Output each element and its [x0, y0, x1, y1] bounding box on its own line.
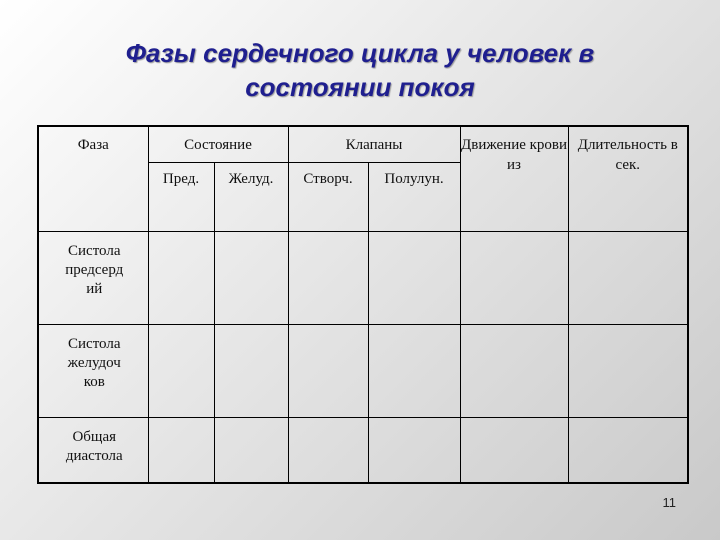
subheader-atria: Пред.	[148, 162, 214, 231]
table-row-ventricular-systole	[38, 324, 688, 417]
header-duration: Длительность в сек.	[568, 126, 688, 231]
table-row-atrial-systole	[38, 231, 688, 324]
row-label-atrial-systole: Систола предсерд ий	[38, 231, 148, 324]
subheader-leaflet-valves: Створч.	[288, 162, 368, 231]
slide-title	[60, 36, 660, 104]
table-cell[interactable]	[288, 324, 368, 417]
table-cell[interactable]	[568, 324, 688, 417]
table-cell[interactable]	[368, 231, 460, 324]
table-cell[interactable]	[568, 417, 688, 483]
table-cell[interactable]	[460, 324, 568, 417]
table-cell[interactable]	[214, 417, 288, 483]
table-cell[interactable]	[148, 324, 214, 417]
table-cell[interactable]	[148, 231, 214, 324]
subheader-semilunar-valves: Полулун.	[368, 162, 460, 231]
subheader-ventricles: Желуд.	[214, 162, 288, 231]
header-phase: Фаза	[38, 126, 148, 231]
table-cell[interactable]	[368, 417, 460, 483]
table-cell[interactable]	[460, 417, 568, 483]
table-cell[interactable]	[214, 231, 288, 324]
table-cell[interactable]	[368, 324, 460, 417]
table-cell[interactable]	[460, 231, 568, 324]
row-label-ventricular-systole: Систола желудоч ков	[38, 324, 148, 417]
table-row-general-diastole	[38, 417, 688, 483]
header-valves: Клапаны	[288, 126, 460, 162]
row-label-general-diastole: Общая диастола	[38, 417, 148, 483]
table-cell[interactable]	[148, 417, 214, 483]
header-blood-flow: Движение крови из	[460, 126, 568, 231]
cardiac-cycle-table	[37, 125, 689, 484]
header-state: Состояние	[148, 126, 288, 162]
table-cell[interactable]	[568, 231, 688, 324]
slide-title-line-1: Фазы сердечного цикла у человек в	[125, 38, 595, 68]
table-cell[interactable]	[288, 231, 368, 324]
table-cell[interactable]	[288, 417, 368, 483]
table-cell[interactable]	[214, 324, 288, 417]
page-number: 11	[662, 495, 676, 510]
slide-title-line-2: состоянии покоя	[245, 72, 475, 102]
